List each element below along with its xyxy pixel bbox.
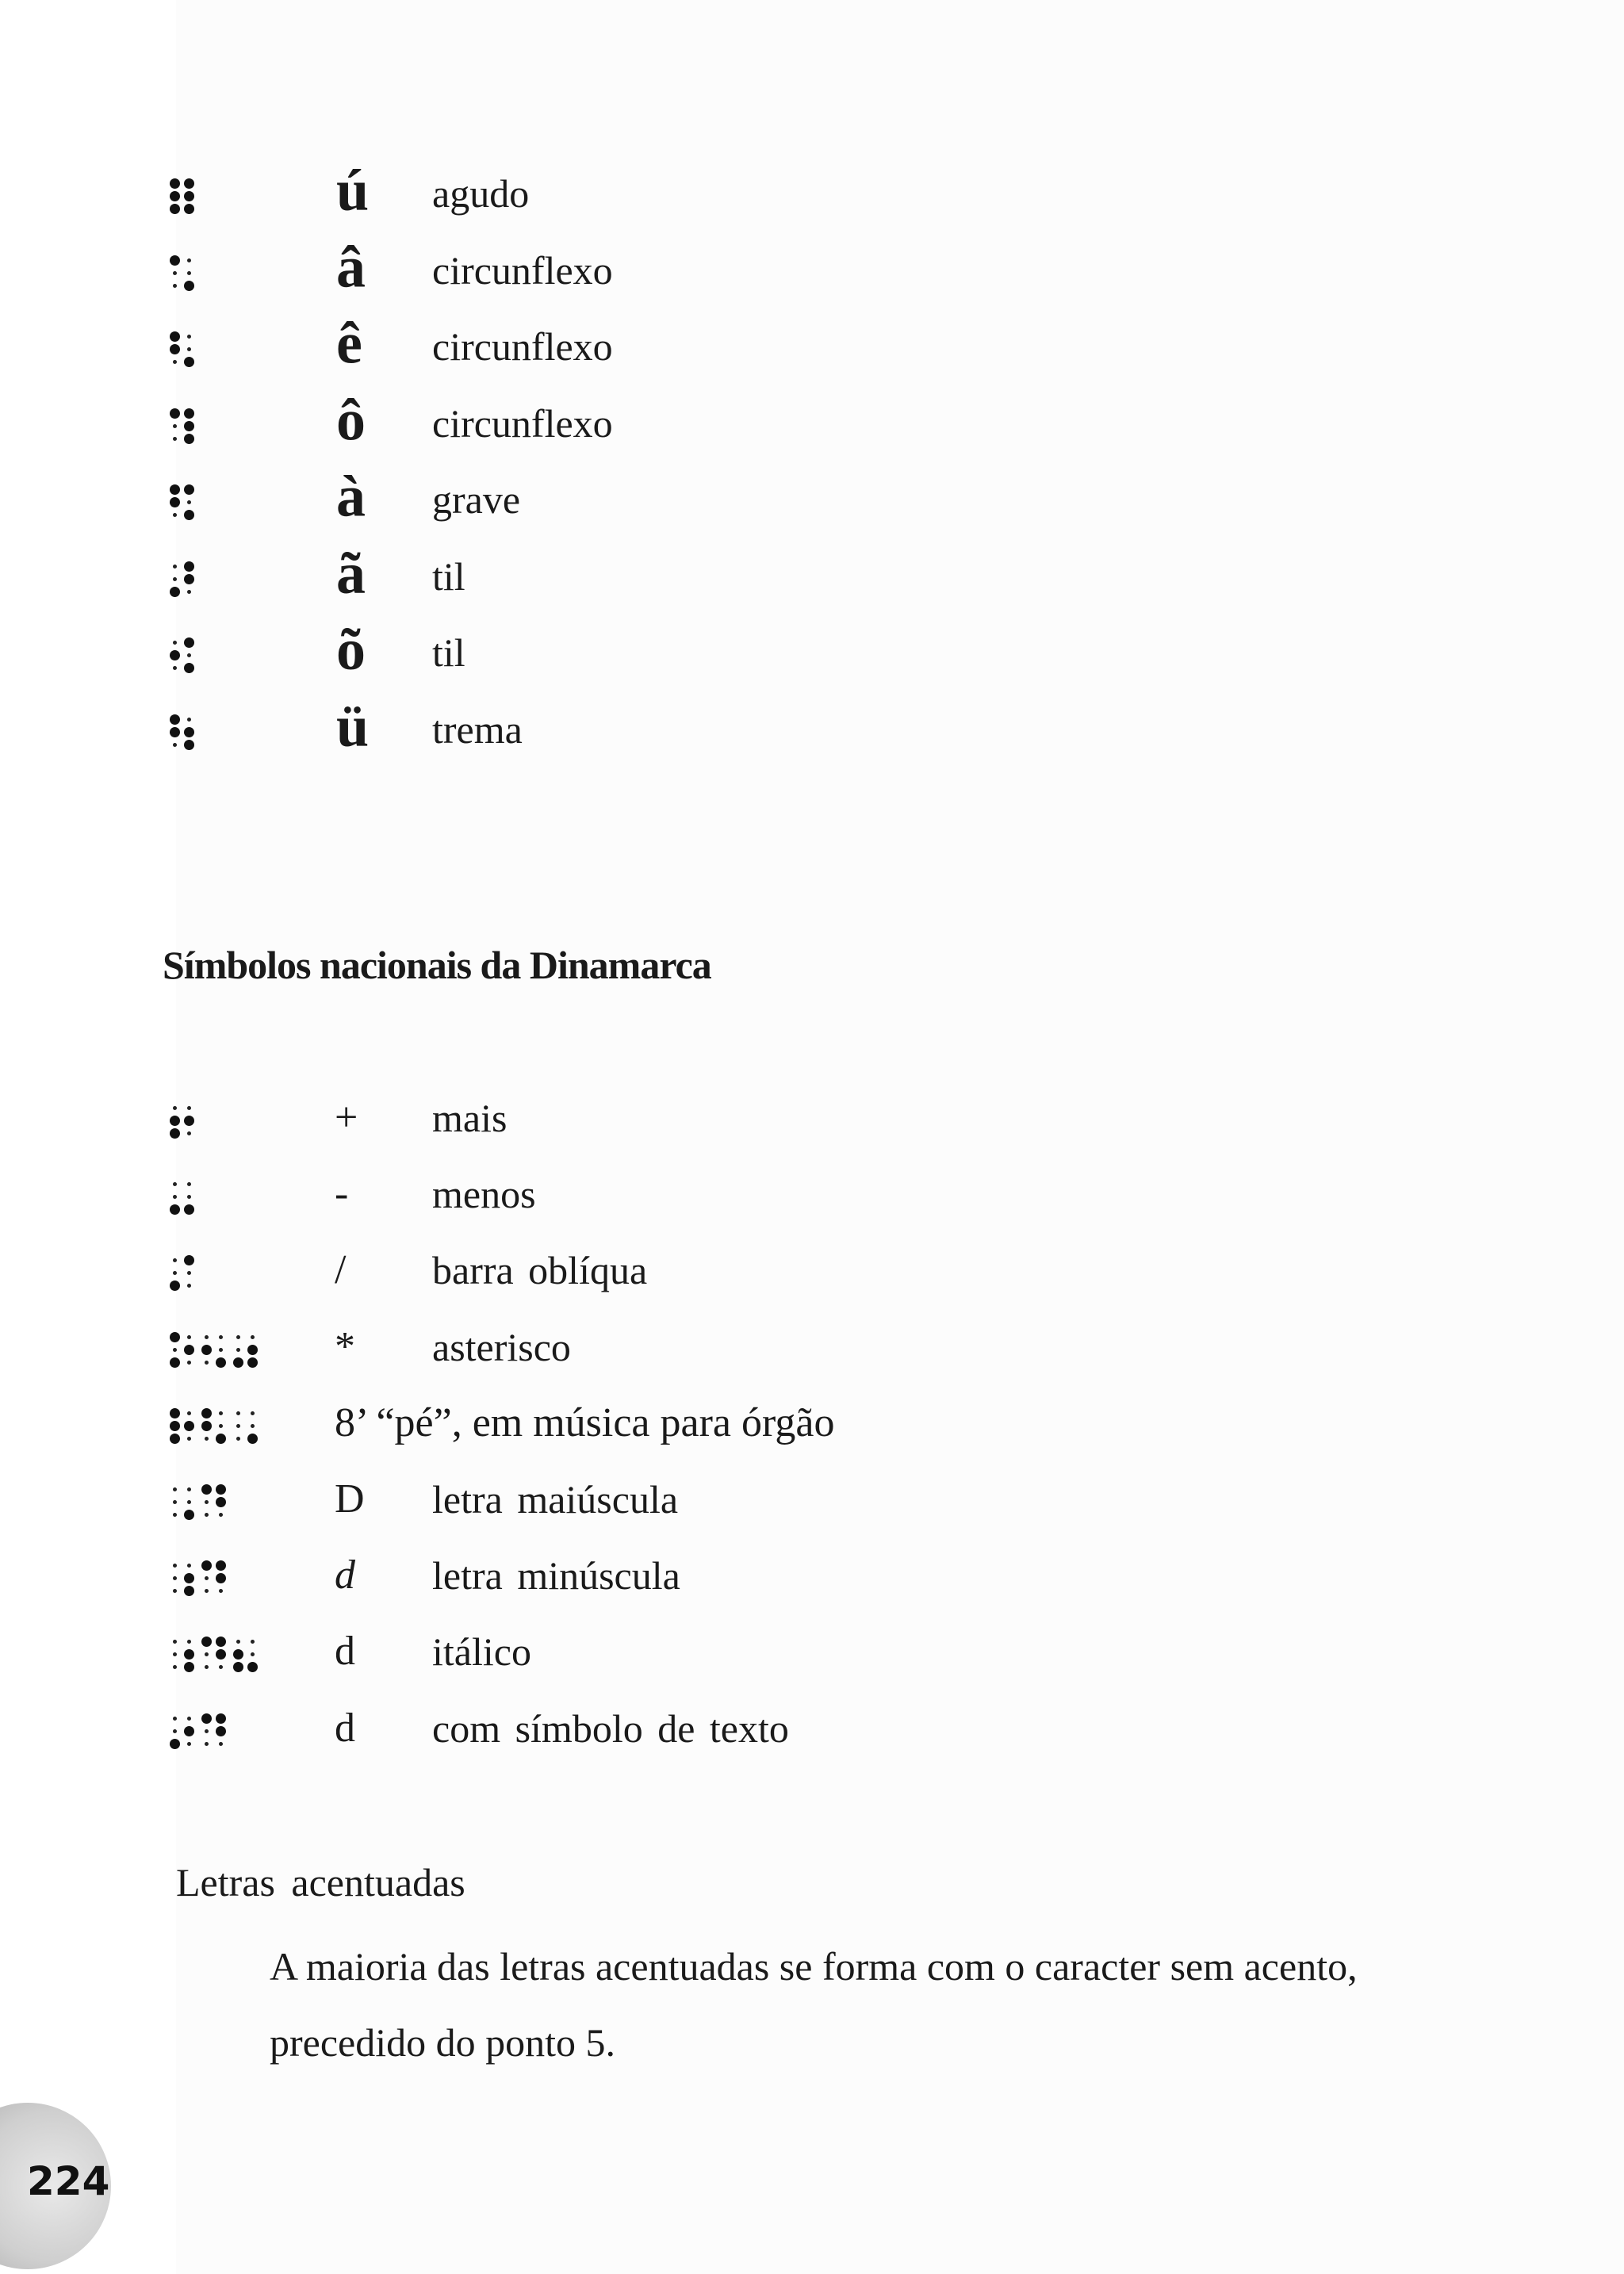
symbol-row (0, 308, 1624, 385)
braille-dot-flat (219, 1335, 223, 1339)
braille-dot-raised (170, 331, 180, 342)
braille-cell (170, 328, 193, 365)
braille-dot-flat (205, 1500, 209, 1504)
braille-dot-raised (247, 1345, 258, 1355)
symbol-row (0, 1614, 1624, 1690)
braille-dot-flat (187, 1717, 191, 1721)
braille-dot-flat (219, 1665, 223, 1669)
braille-sign (170, 328, 201, 365)
braille-dot-flat (187, 1500, 191, 1504)
print-symbol: ô (336, 387, 366, 453)
braille-dot-flat (173, 1271, 177, 1275)
braille-cell (201, 1481, 225, 1518)
braille-dot-flat (219, 1348, 223, 1352)
braille-dot-flat (173, 1500, 177, 1504)
braille-sign (170, 252, 201, 289)
braille-dot-flat (205, 1335, 209, 1339)
braille-cell (170, 1633, 193, 1670)
braille-dot-raised (184, 1510, 194, 1520)
print-symbol: + (335, 1095, 358, 1140)
braille-cell (170, 175, 193, 212)
braille-dot-raised (216, 1713, 226, 1724)
braille-dot-flat (173, 271, 177, 275)
braille-dot-raised (216, 1637, 226, 1647)
print-symbol: d (335, 1629, 355, 1675)
braille-dot-flat (173, 513, 177, 517)
symbol-row (0, 1690, 1624, 1767)
braille-cell (233, 1633, 257, 1670)
braille-dot-raised (170, 497, 180, 507)
braille-sign (170, 558, 201, 595)
braille-dot-flat (187, 335, 191, 339)
braille-dot-raised (170, 714, 180, 725)
print-symbol: ê (336, 311, 362, 377)
braille-dot-flat (251, 1652, 255, 1656)
braille-cell (170, 1252, 193, 1288)
symbol-row (0, 1232, 1624, 1308)
braille-dot-raised (233, 1357, 243, 1368)
braille-sign (170, 481, 201, 518)
braille-cell (201, 1405, 225, 1441)
braille-dot-flat (173, 565, 177, 568)
braille-dot-flat (187, 1182, 191, 1186)
braille-dot-flat (205, 1652, 209, 1656)
symbol-description: til (432, 553, 465, 599)
braille-dot-flat (219, 1411, 223, 1415)
braille-dot-raised (170, 1128, 180, 1139)
braille-sign (170, 1405, 265, 1441)
braille-dot-raised (170, 204, 180, 214)
print-symbol: 8’ “pé”, em música para órgão (335, 1399, 835, 1445)
symbol-description: letra minúscula (432, 1553, 680, 1598)
braille-sign (170, 175, 201, 212)
braille-dot-raised (247, 1662, 258, 1672)
symbol-description: circunflexo (432, 247, 613, 293)
print-symbol: ã (336, 540, 366, 606)
braille-dot-flat (173, 1640, 177, 1644)
symbol-description: agudo (432, 171, 530, 216)
braille-dot-raised (184, 1116, 194, 1126)
braille-dot-flat (187, 1106, 191, 1110)
braille-dot-flat (187, 1742, 191, 1746)
braille-dot-raised (201, 1408, 212, 1418)
braille-dot-raised (201, 1484, 212, 1495)
braille-cell (201, 1710, 225, 1747)
braille-dot-flat (187, 1640, 191, 1644)
braille-dot-raised (184, 1649, 194, 1660)
braille-dot-raised (233, 1649, 243, 1660)
braille-sign (170, 1176, 201, 1212)
symbol-description: trema (432, 706, 523, 752)
braille-dot-flat (173, 1717, 177, 1721)
braille-dot-flat (205, 1742, 209, 1746)
braille-dot-flat (205, 1513, 209, 1517)
symbol-description: circunflexo (432, 324, 613, 369)
braille-dot-raised (184, 357, 194, 367)
braille-dot-flat (251, 1640, 255, 1644)
braille-dot-flat (173, 1106, 177, 1110)
symbol-description: til (432, 630, 465, 675)
symbol-description: letra maiúscula (432, 1477, 679, 1522)
braille-sign (170, 711, 201, 748)
braille-dot-raised (247, 1357, 258, 1368)
braille-dot-flat (187, 1564, 191, 1568)
braille-dot-raised (184, 178, 194, 189)
braille-cell (233, 1405, 257, 1441)
braille-dot-raised (170, 1281, 180, 1291)
braille-dot-flat (173, 1652, 177, 1656)
braille-dot-raised (201, 1637, 212, 1647)
braille-dot-flat (173, 1195, 177, 1199)
print-symbol: / (335, 1247, 347, 1293)
braille-cell (170, 1481, 193, 1518)
braille-dot-flat (173, 1487, 177, 1491)
braille-dot-raised (233, 1662, 243, 1672)
braille-dot-flat (187, 1487, 191, 1491)
braille-dot-raised (170, 1116, 180, 1126)
braille-dot-raised (184, 1586, 194, 1596)
braille-cell (201, 1633, 225, 1670)
braille-cell (170, 481, 193, 518)
symbol-row (0, 538, 1624, 614)
braille-dot-flat (173, 743, 177, 747)
braille-dot-flat (251, 1411, 255, 1415)
braille-dot-flat (236, 1640, 240, 1644)
braille-dot-raised (184, 1345, 194, 1355)
braille-dot-flat (187, 718, 191, 722)
print-symbol: ü (336, 693, 370, 759)
braille-dot-flat (173, 1665, 177, 1669)
braille-dot-flat (173, 641, 177, 645)
braille-cell (170, 711, 193, 748)
braille-dot-raised (170, 178, 180, 189)
braille-dot-flat (173, 1513, 177, 1517)
symbol-row (0, 1156, 1624, 1232)
braille-dot-raised (216, 1434, 226, 1444)
braille-dot-raised (170, 587, 180, 597)
braille-dot-raised (184, 1421, 194, 1431)
braille-dot-flat (187, 347, 191, 351)
print-symbol: D (335, 1476, 365, 1522)
symbol-row (0, 1461, 1624, 1537)
braille-dot-raised (184, 1204, 194, 1215)
symbol-description: itálico (432, 1629, 531, 1675)
print-symbol: * (335, 1323, 355, 1369)
braille-dot-raised (184, 637, 194, 648)
braille-dot-raised (216, 1484, 226, 1495)
braille-dot-flat (236, 1335, 240, 1339)
braille-dot-raised (170, 1421, 180, 1431)
braille-dot-raised (170, 1434, 180, 1444)
braille-dot-flat (236, 1411, 240, 1415)
braille-dot-raised (170, 1357, 180, 1368)
braille-sign (170, 1557, 233, 1594)
braille-dot-raised (170, 1408, 180, 1418)
braille-dot-raised (184, 191, 194, 201)
print-symbol: d (335, 1705, 355, 1751)
braille-dot-flat (205, 1361, 209, 1365)
braille-dot-flat (173, 424, 177, 428)
braille-dot-flat (251, 1335, 255, 1339)
braille-dot-raised (201, 1560, 212, 1571)
braille-sign (170, 1710, 233, 1747)
braille-dot-raised (184, 421, 194, 431)
braille-dot-raised (170, 1204, 180, 1215)
symbol-row (0, 1537, 1624, 1614)
braille-dot-flat (205, 1589, 209, 1593)
braille-dot-flat (173, 666, 177, 670)
symbol-row (0, 461, 1624, 538)
braille-dot-flat (205, 1665, 209, 1669)
symbol-row (0, 155, 1624, 232)
symbol-description: circunflexo (432, 400, 613, 446)
braille-dot-raised (184, 204, 194, 214)
page-number: 224 (27, 2158, 110, 2204)
braille-dot-flat (173, 1729, 177, 1733)
braille-sign (170, 1252, 201, 1288)
braille-dot-flat (187, 590, 191, 594)
braille-dot-raised (170, 344, 180, 354)
braille-dot-raised (184, 1573, 194, 1583)
braille-dot-flat (173, 437, 177, 441)
print-symbol: - (335, 1171, 349, 1217)
braille-dot-flat (187, 1271, 191, 1275)
braille-dot-flat (205, 1437, 209, 1441)
braille-cell (170, 1405, 193, 1441)
braille-dot-raised (184, 1255, 194, 1265)
symbol-row (0, 1309, 1624, 1385)
print-symbol: ú (336, 158, 370, 224)
symbol-description: menos (432, 1172, 536, 1217)
braille-cell (170, 1557, 193, 1594)
braille-dot-raised (184, 740, 194, 750)
braille-dot-raised (216, 1357, 226, 1368)
subheading: Letras acentuadas (176, 1860, 465, 1905)
print-symbol: â (336, 234, 366, 300)
braille-dot-flat (187, 1335, 191, 1339)
braille-dot-flat (173, 1182, 177, 1186)
braille-dot-flat (205, 1576, 209, 1580)
symbol-row (0, 614, 1624, 691)
braille-dot-raised (170, 727, 180, 737)
braille-dot-flat (251, 1424, 255, 1428)
braille-sign (170, 1329, 265, 1365)
symbol-row (0, 1385, 1624, 1461)
symbol-description: com símbolo de texto (432, 1706, 789, 1751)
braille-dot-raised (170, 191, 180, 201)
braille-dot-flat (173, 1564, 177, 1568)
braille-dot-raised (184, 434, 194, 444)
braille-cell (201, 1329, 225, 1365)
braille-dot-flat (187, 1131, 191, 1135)
braille-cell (170, 1710, 193, 1747)
braille-dot-raised (170, 1332, 180, 1342)
braille-dot-flat (187, 1411, 191, 1415)
braille-dot-raised (184, 281, 194, 291)
braille-dot-flat (187, 258, 191, 262)
braille-sign (170, 634, 201, 671)
paragraph: A maioria das letras acentuadas se forma com o caracter sem acento, precedido do ponto 5. (270, 1944, 1358, 2065)
braille-dot-raised (184, 510, 194, 520)
braille-cell (170, 558, 193, 595)
braille-dot-flat (187, 271, 191, 275)
braille-dot-raised (184, 1662, 194, 1672)
braille-dot-flat (173, 284, 177, 288)
section-heading: Símbolos nacionais da Dinamarca (163, 943, 711, 987)
braille-cell (170, 1100, 193, 1136)
braille-dot-raised (170, 650, 180, 660)
braille-dot-raised (184, 727, 194, 737)
braille-dot-flat (219, 1589, 223, 1593)
braille-dot-raised (184, 1726, 194, 1736)
braille-dot-raised (201, 1345, 212, 1355)
braille-dot-raised (184, 663, 194, 673)
braille-dot-flat (173, 577, 177, 581)
symbol-description: mais (432, 1096, 508, 1140)
braille-dot-flat (173, 1348, 177, 1352)
braille-dot-flat (205, 1729, 209, 1733)
symbol-row (0, 232, 1624, 308)
symbol-description: barra oblíqua (432, 1248, 648, 1293)
braille-cell (170, 405, 193, 442)
braille-dot-flat (173, 1258, 177, 1262)
braille-cell (170, 1329, 193, 1365)
braille-dot-raised (216, 1560, 226, 1571)
braille-dot-flat (236, 1424, 240, 1428)
braille-dot-raised (184, 574, 194, 584)
braille-dot-flat (187, 1437, 191, 1441)
braille-dot-raised (216, 1573, 226, 1583)
print-symbol: õ (336, 617, 366, 683)
symbol-row (0, 385, 1624, 461)
symbol-description: grave (432, 477, 521, 522)
braille-dot-raised (170, 255, 180, 266)
braille-sign (170, 405, 201, 442)
braille-dot-flat (187, 1195, 191, 1199)
braille-dot-raised (170, 408, 180, 419)
braille-dot-flat (219, 1424, 223, 1428)
braille-cell (170, 634, 193, 671)
braille-dot-flat (236, 1348, 240, 1352)
braille-dot-flat (187, 500, 191, 504)
braille-dot-flat (173, 1589, 177, 1593)
braille-dot-raised (184, 484, 194, 495)
braille-dot-flat (187, 1361, 191, 1365)
braille-dot-flat (187, 1284, 191, 1288)
braille-dot-flat (219, 1513, 223, 1517)
braille-dot-raised (170, 1739, 180, 1749)
symbol-description: asterisco (432, 1324, 571, 1369)
print-symbol: d (335, 1552, 355, 1598)
braille-cell (170, 1176, 193, 1212)
braille-cell (233, 1329, 257, 1365)
braille-dot-raised (201, 1421, 212, 1431)
braille-sign (170, 1481, 233, 1518)
braille-dot-raised (216, 1649, 226, 1660)
braille-dot-raised (170, 484, 180, 495)
braille-cell (201, 1557, 225, 1594)
braille-dot-raised (184, 561, 194, 572)
symbol-row (0, 691, 1624, 768)
braille-dot-flat (173, 360, 177, 364)
braille-dot-raised (216, 1497, 226, 1507)
symbol-row (0, 1080, 1624, 1156)
braille-sign (170, 1633, 265, 1670)
braille-dot-flat (236, 1437, 240, 1441)
print-symbol: à (336, 464, 366, 530)
braille-dot-flat (219, 1742, 223, 1746)
braille-sign (170, 1100, 201, 1136)
braille-dot-raised (216, 1726, 226, 1736)
braille-dot-flat (173, 1576, 177, 1580)
braille-dot-raised (247, 1434, 258, 1444)
braille-dot-raised (201, 1713, 212, 1724)
braille-dot-flat (187, 653, 191, 657)
braille-cell (170, 252, 193, 289)
braille-dot-raised (184, 408, 194, 419)
